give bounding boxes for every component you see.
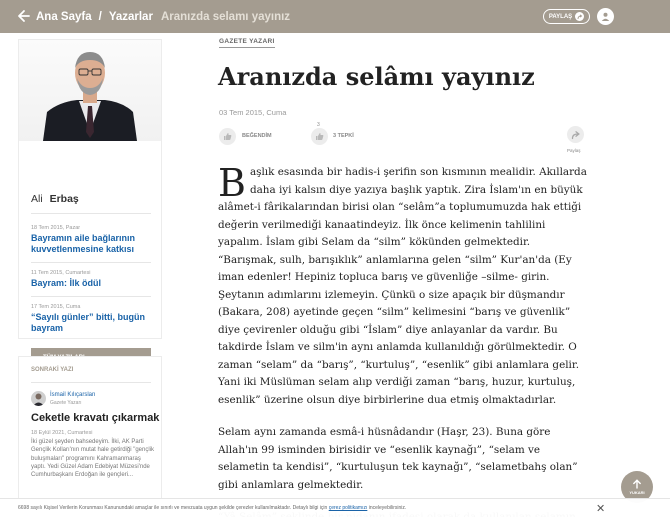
next-author-role: Gazete Yazarı bbox=[50, 400, 82, 406]
sidebar-article-title[interactable]: “Sayılı günler” bitti, bugün bayram bbox=[31, 312, 145, 333]
close-icon[interactable]: ✕ bbox=[596, 503, 606, 515]
like-label[interactable]: BEĞENDİM bbox=[242, 133, 272, 139]
article-paragraph: Selam aynı zamanda esmâ-i hüsnâdandır (Haşr, 23). Buna göre Allah'ın 99 isminden birisidir ve “esenlik kaynağı”, “selam ve selametin ta kendisi”, “kurtuluşun tek kaynağı”, “selametbahş olan” gibi anlamlara gelmektedir. bbox=[218, 426, 578, 491]
cookie-message-end: inceleyebilirsiniz. bbox=[368, 505, 407, 511]
top-bar bbox=[0, 0, 670, 33]
next-author-name[interactable]: İsmail Kılıçarslan bbox=[50, 392, 96, 398]
arrow-up-icon bbox=[632, 479, 642, 489]
divider bbox=[31, 262, 151, 263]
share-label[interactable]: Paylaş bbox=[567, 148, 581, 153]
breadcrumb bbox=[36, 0, 290, 33]
next-author-avatar bbox=[31, 391, 46, 406]
reaction-icon[interactable] bbox=[311, 128, 328, 145]
share-icon[interactable] bbox=[567, 126, 584, 143]
cookie-message: 6698 sayılı Kişisel Verilerin Korunması Kanunundaki amaçlar ile sınırlı ve mevzuata uygun şekilde çerezler kullanılmaktadır. Detaylı bilgi için bbox=[18, 505, 328, 511]
sidebar-article-1[interactable] bbox=[31, 225, 159, 255]
drop-cap: B bbox=[218, 161, 246, 205]
like-icon[interactable] bbox=[219, 128, 236, 145]
sidebar-article-date: 18 Tem 2015, Pazar bbox=[31, 225, 81, 231]
author-photo bbox=[19, 40, 161, 141]
article-body bbox=[218, 161, 588, 517]
sidebar-article-date: 17 Tem 2015, Cuma bbox=[31, 304, 81, 310]
next-article-excerpt: İki güzel şeyden bahsedeyim. İlki, AK Parti Gençlik Kolları'nın mutat hale getirdiği "gençlik buluşmaları" programını Kahramanmaraş yaptı. Yedi Güzel Adam Edebiyat Müzesi'nde Cumhurbaşkanı Erdoğan ile gençleri... bbox=[31, 439, 155, 479]
article-category: GAZETE YAZARI bbox=[219, 38, 275, 48]
reaction-bar bbox=[219, 122, 587, 153]
breadcrumb-current: Aranızda selamı yayınız bbox=[160, 10, 291, 23]
share-button[interactable] bbox=[543, 9, 590, 24]
sidebar-article-title[interactable]: Bayram: İlk ödül bbox=[31, 278, 102, 288]
author-last-name: Erbaş bbox=[49, 193, 79, 205]
reaction-count: 3 bbox=[317, 122, 320, 128]
article-paragraph bbox=[218, 161, 588, 409]
reactions-label[interactable]: 3 TEPKİ bbox=[333, 133, 354, 139]
cookie-text bbox=[18, 505, 406, 511]
sidebar-article-2[interactable] bbox=[31, 270, 159, 289]
scroll-to-top-label: YUKARI bbox=[629, 490, 645, 495]
paragraph-text: aşlık esasında bir hadis-i şerifin son kısmının mealidir. Akıllarda daha iyi kalsın diye yazıya başlık yaptık. Zira İslam'ın en büyük alâmet-i fârikalarından birisi olan “selâm”a toplumumuzda hak ettiği değerin verilmediği kanaatindeyiz. İlk önce kelimenin tahlilini yapalım. İslam gibi Selam da “silm” kökünden gelmektedir. “Barışmak, sulh, barışıklık” anlamlarına gelen “silm” Kur'an'da (Ey iman edenler! Hepiniz topluca barış ve güvenliğe –silme- girin. Şeytanın adımlarını izlemeyin. Çünkü o size apaçık bir düşmandır (Bakara, 208) ayetinde geçen “silm” kelimesini “barış ve güvenlik” diye çevirenler olduğu gibi “İslam” diye anlayanlar da vardır. Bu takdirde İslam ve silm'in aynı anlamda kullanıldığı görülmektedir. O zaman “selam” da “barış”, “kurtuluş”, “esenlik” gibi anlamlara gelir. Yani iki Müslüman selam alıp verdiği zaman “barış, huzur, kurtuluş, esenlik” üzerine olsun diye birbirlerine dua etmiş olmaktadırlar. bbox=[218, 166, 587, 406]
share-arrow-icon bbox=[575, 12, 584, 21]
author-first-name: Ali bbox=[31, 193, 43, 205]
divider bbox=[31, 296, 151, 297]
author-card bbox=[18, 39, 162, 339]
next-article-card[interactable] bbox=[18, 356, 162, 517]
back-arrow-icon[interactable] bbox=[16, 9, 30, 23]
next-article-title[interactable]: Ceketle kravatı çıkarmak bbox=[31, 412, 160, 424]
divider bbox=[31, 382, 151, 383]
sidebar-article-title[interactable]: Bayramın aile bağlarının kuvvetlenmesine katkısı bbox=[31, 233, 136, 254]
share-button-label: PAYLAŞ bbox=[548, 13, 573, 20]
breadcrumb-section[interactable]: Yazarlar bbox=[108, 10, 153, 23]
article-title: Aranızda selâmı yayınız bbox=[218, 62, 535, 91]
cookie-banner bbox=[0, 498, 670, 517]
cookie-policy-link[interactable]: çerez politikamızı bbox=[328, 505, 368, 511]
breadcrumb-home[interactable]: Ana Sayfa bbox=[36, 10, 92, 23]
author-name[interactable] bbox=[31, 193, 79, 205]
sidebar-article-date: 11 Tem 2015, Cumartesi bbox=[31, 270, 91, 276]
divider bbox=[31, 213, 151, 214]
next-article-date: 18 Eylül 2021, Cumartesi bbox=[31, 430, 93, 436]
article-date: 03 Tem 2015, Cuma bbox=[219, 108, 287, 117]
breadcrumb-separator: / bbox=[98, 10, 102, 23]
user-icon[interactable] bbox=[597, 8, 614, 25]
next-article-label: SONRAKİ YAZI bbox=[31, 367, 74, 373]
sidebar-article-3[interactable] bbox=[31, 304, 159, 334]
